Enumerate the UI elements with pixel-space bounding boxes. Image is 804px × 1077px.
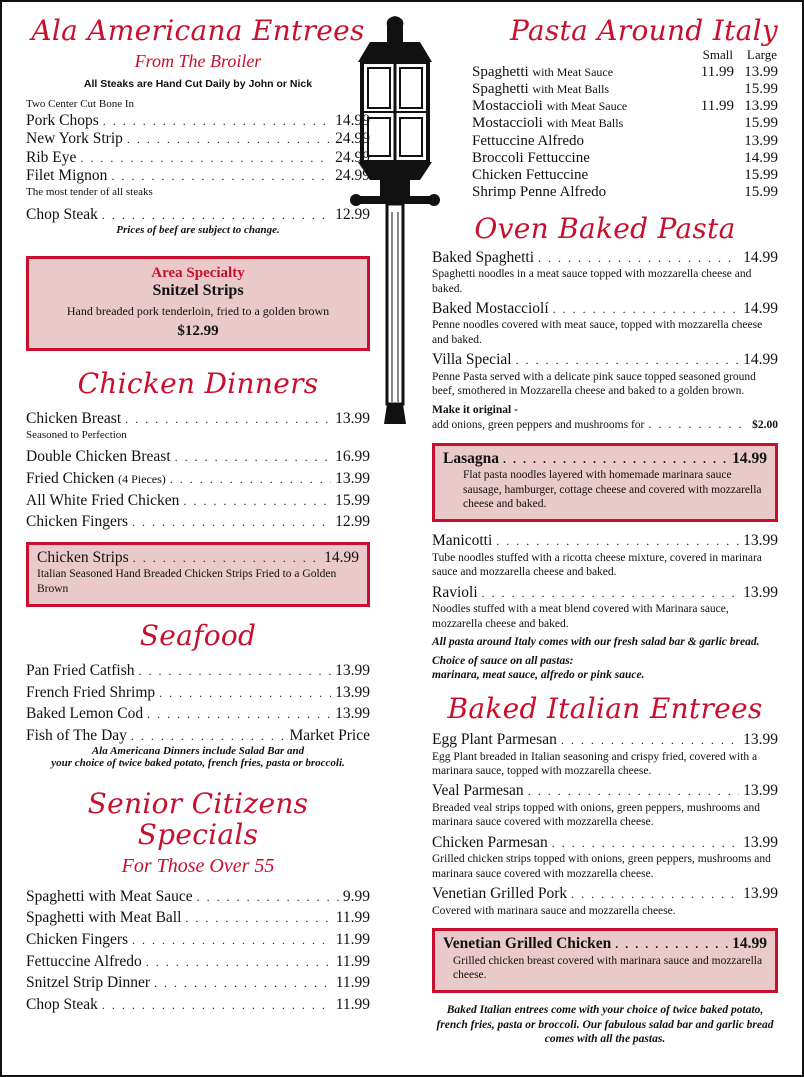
steak-note: All Steaks are Hand Cut Daily by John or Nick (83, 77, 313, 90)
menu-item: New York Strip . . . 24.99 (26, 130, 370, 149)
menu-item: All White Fried Chicken . . . 15.99 (26, 492, 370, 511)
menu-item: Chicken Breast . . . 13.99 (26, 410, 370, 429)
menu-item: French Fried Shrimp . . . 13.99 (26, 684, 370, 703)
menu-item: Snitzel Strip Dinner . . . 11.99 (26, 974, 370, 993)
table-row: Fettuccine Alfredo 13.99 (472, 132, 778, 149)
menu-item: Chop Steak . . . 11.99 (26, 996, 370, 1015)
menu-item: Chop Steak . . . 12.99 (26, 206, 370, 225)
beef-price-note: Prices of beef are subject to change. (116, 224, 280, 237)
menu-item: Rib Eye . . . 24.99 (26, 149, 370, 168)
table-row: Spaghetti with Meat Sauce 11.99 13.99 (472, 63, 778, 80)
specialty-price: $12.99 (177, 323, 219, 340)
italian-footer-note: Baked Italian entrees come with your choice of twice baked potato, french fries, pasta or broccoli. Our fabulous salad bar and garlic bread comes with all the pastas. (436, 1004, 774, 1046)
menu-item: Veal Parmesan . . . 13.99 (432, 782, 778, 801)
menu-item: Baked Lemon Cod . . . 13.99 (26, 705, 370, 724)
menu-item: Venetian Grilled Pork . . . 13.99 (432, 885, 778, 904)
menu-item: Fried Chicken (4 Pieces) . . . 13.99 (26, 470, 370, 489)
americana-title: Ala Americana Entrees (31, 14, 365, 47)
left-column (26, 16, 370, 1014)
venetian-chicken-box: Venetian Grilled Chicken . . . 14.99 Grilled chicken breast covered with marinara sauce and mozzarella cheese. (432, 928, 778, 993)
pork-pre-note: Two Center Cut Bone In (26, 97, 134, 110)
menu-item: Chicken Fingers . . . 12.99 (26, 513, 370, 532)
menu-item: Ravioli . . . 13.99 (432, 584, 778, 603)
seniors-subtitle: For Those Over 55 (121, 854, 275, 877)
menu-item: Baked Spaghetti . . . 14.99 (432, 249, 778, 268)
americana-subtitle: From The Broiler (134, 50, 262, 71)
menu-item: Chicken Fingers . . . 11.99 (26, 931, 370, 950)
table-row: Spaghetti with Meat Balls 15.99 (472, 80, 778, 97)
make-original-row: add onions, green peppers and mushrooms for . . . $2.00 (432, 417, 778, 433)
right-column: Pasta Around Italy Small Large Spaghetti with Meat Sauce 11.99 13.99 Spaghetti with Meat Balls 15.99 Mostaccioli with Meat Sauce 11.99 13.99 Mostaccioli with Meat Balls 15.99 Fettuccine Alfredo 13.99 Broccoli Fettuccine 14.99 Chicken Fettuccine 15.99 Shrimp Penne Alfredo 15.99 Oven Baked Pasta Baked Spaghetti . . . 14.99 Spaghetti noodles in a meat sauce topped with mozzarella cheese and baked. Baked Mostacciolí . . . 14.99 Penne noodles covered with meat sauce, topped with mozzarella cheese and baked. Villa Special . . . 14.99 Penne Pasta served with a delicate pink sauce topped seasoned ground beef, smothered in Mozzarella cheese and baked to a golden brown. Make it original - add onions, green peppers and mushrooms for . . . $2.00 Lasagna . . . 14.99 Flat pasta noodles layered with homemade marinara sauce sausage, hamburger, cottage cheese and covered with mozzarella cheese and baked. Manicotti . . . 13.99 Tube noodles stuffed with a ricotta cheese mixture, covered in marinara sauce and mozzarella cheese and baked. Ravioli . . . 13.99 Noodles stuffed with a meat blend covered with Marinara sauce, mozzarella cheese and baked. All pasta around Italy comes with our fresh salad bar & garlic bread. Choice of sauce on all pastas: marinara, meat sauce, alfredo or pink sauce. Baked Italian Entrees Egg Plant Parmesan . . . 13.99 Egg Plant breaded in Italian seasoning and crispy fried, covered with a marinara sauce, topped with mozzarella cheese. Veal Parmesan . . . 13.99 Breaded veal strips topped with onions, green peppers, mushrooms and marinara sauce covered with mozzarella cheese. Chicken Parmesan . . . 13.99 Grilled chicken strips topped with onions, green peppers, mushrooms and marinara sauce covered with mozzarella cheese. Venetian Grilled Pork . . . 13.99 Covered with marinara sauce and mozzarella cheese. Venetian Grilled Chicken . . . 14.99 Grilled chicken breast covered with marinara sauce and mozzarella cheese. Baked Italian entrees come with your choice of twice baked potato, french fries, pasta or broccoli. Our fabulous salad bar and garlic bread comes with all the pastas. (432, 16, 778, 1051)
americana-dinners-note: Ala Americana Dinners include Salad Bar and (91, 745, 305, 758)
sauce-note: Choice of sauce on all pastas: (432, 654, 574, 667)
chicken-strips-box: Chicken Strips . . . 14.99 Italian Seasoned Hand Breaded Chicken Strips Fried to a Golden Brown (26, 542, 370, 607)
sauce-list: marinara, meat sauce, alfredo or pink sauce. (432, 668, 645, 681)
specialty-heading: Area Specialty (151, 265, 245, 282)
menu-item: Baked Mostacciolí . . . 14.99 (432, 300, 778, 319)
table-row: Mostaccioli with Meat Balls 15.99 (472, 115, 778, 132)
specialty-desc: Hand breaded pork tenderloin, fried to a golden brown (66, 304, 330, 319)
menu-item: Double Chicken Breast . . . 16.99 (26, 448, 370, 467)
pasta-note: All pasta around Italy comes with our fresh salad bar & garlic bread. (432, 636, 760, 649)
menu-item: Fish of The Day . . . Market Price (26, 727, 370, 746)
filet-note: The most tender of all steaks (26, 185, 153, 198)
menu-item: Egg Plant Parmesan . . . 13.99 (432, 731, 778, 750)
chicken-title: Chicken Dinners (77, 367, 319, 401)
italian-title: Baked Italian Entrees (447, 692, 763, 726)
menu-item: Fettuccine Alfredo . . . 11.99 (26, 953, 370, 972)
menu-item: Chicken Parmesan . . . 13.99 (432, 834, 778, 853)
make-original-label: Make it original - (432, 403, 518, 416)
seafood-title: Seafood (139, 619, 257, 653)
table-row: Broccoli Fettuccine 14.99 (472, 149, 778, 166)
menu-item: Spaghetti with Meat Sauce . . . 9.99 (26, 888, 370, 907)
americana-sides-note: your choice of twice baked potato, french fries, pasta or broccoli. (51, 757, 345, 770)
chicken-breast-note: Seasoned to Perfection (26, 428, 127, 441)
baked-pasta-title: Oven Baked Pasta (474, 211, 736, 245)
menu-item: Spaghetti with Meat Ball . . . 11.99 (26, 909, 370, 928)
table-row: Shrimp Penne Alfredo 15.99 (472, 184, 778, 201)
table-row: Mostaccioli with Meat Sauce 11.99 13.99 (472, 98, 778, 115)
table-row: Chicken Fettuccine 15.99 (472, 167, 778, 184)
menu-item: Pan Fried Catfish . . . 13.99 (26, 662, 370, 681)
pasta-price-table: Small Large Spaghetti with Meat Sauce 11.99 13.99 Spaghetti with Meat Balls 15.99 Mostaccioli with Meat Sauce 11.99 13.99 Mostaccioli with Meat Balls 15.99 Fettuccine Alfredo 13.99 Broccoli Fettuccine 14.99 Chicken Fettuccine 15.99 Shrimp Penne Alfredo 15.99 (472, 46, 778, 201)
menu-item: Manicotti . . . 13.99 (432, 532, 778, 551)
menu-item: Pork Chops . . . 14.99 (26, 112, 370, 131)
lasagna-box: Lasagna . . . 14.99 Flat pasta noodles layered with homemade marinara sauce sausage, hamburger, cottage cheese and covered with mozzarella cheese and baked. (432, 443, 778, 523)
area-specialty-box (26, 256, 370, 351)
seniors-title: Senior Citizens Specials (87, 787, 309, 852)
pasta-title: Pasta Around Italy (509, 14, 778, 47)
menu-item: Villa Special . . . 14.99 (432, 351, 778, 370)
menu-item: Filet Mignon . . . 24.99 (26, 167, 370, 186)
specialty-name: Snitzel Strips (152, 282, 244, 300)
